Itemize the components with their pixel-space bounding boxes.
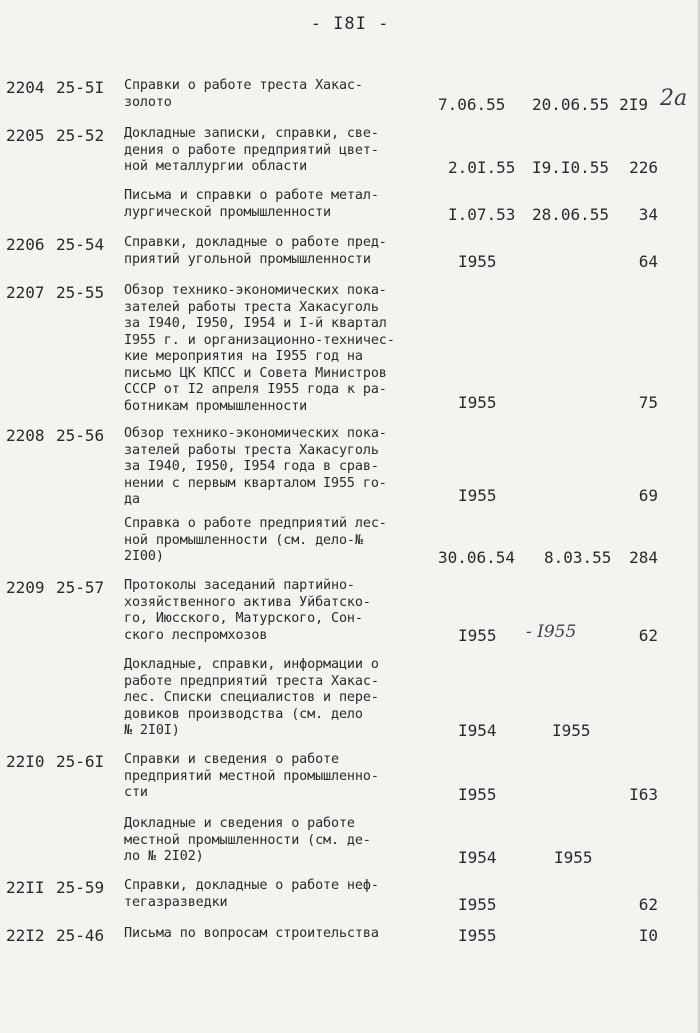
entry-start-date: 30.06.54 (438, 548, 516, 567)
entry-description: Обзор технико-экономических пока- зателей работы треста Хакасуголь за I940, I950, I954 года в срав- нении с первым кварталом I955 го- да (124, 426, 387, 507)
entry-description: Справки о работе треста Хакас- золото (124, 78, 363, 110)
entry-end-date: 20.06.55 (532, 95, 610, 114)
entry-end-date-handwritten: - I955 (526, 622, 577, 642)
page-number: - I8I - (310, 14, 390, 34)
entry-start-date: 7.06.55 (438, 95, 506, 114)
entry-sheet-count: 284 (629, 548, 658, 567)
entry-description: Обзор технико-экономических пока- зателей работы треста Хакасуголь за I940, I950, I954 и I-й квартал I955 г. и организационно-техничес- кие мероприятия на I955 год на письмо ЦК КПСС и Совета Министров СССР от I2 апреля I955 года к ра- ботникам промышленности (124, 283, 395, 414)
entry-code: 25-57 (56, 578, 105, 597)
entry-description: Справка о работе предприятий лес- ной промышленности (см. дело-№ 2I00) (124, 516, 387, 564)
entry-start-date: I.07.53 (448, 205, 516, 224)
entry-description: Письма по вопросам строительства (124, 926, 379, 941)
entry-number: 2209 (6, 578, 45, 597)
entry-code: 25-5I (56, 78, 105, 97)
entry-start-date: I955 (458, 486, 497, 505)
entry-number: 22I2 (6, 926, 45, 945)
entry-description: Справки, докладные о работе неф- тегазразведки (124, 878, 379, 910)
entry-start-date: I954 (458, 848, 497, 867)
entry-sheet-count: 69 (638, 486, 658, 505)
entry-description: Справки, докладные о работе пред- приятий угольной промышленности (124, 235, 387, 267)
entry-sheet-count: I0 (638, 926, 658, 945)
entry-start-date: I955 (458, 926, 497, 945)
entry-end-date: I955 (552, 721, 591, 740)
entry-sheet-count: 64 (638, 252, 658, 271)
entry-description: Письма и справки о работе метал- лургической промышленности (124, 188, 379, 220)
entry-code: 25-59 (56, 878, 105, 897)
entry-start-date: I955 (458, 626, 497, 645)
entry-start-date: I954 (458, 721, 497, 740)
entry-description: Докладные, справки, информации о работе предприятий треста Хакас- лес. Списки специалистов и пере- довиков производства (см. дело № 2I0I) (124, 657, 379, 738)
entry-sheet-count: 75 (638, 393, 658, 412)
entry-end-date: I955 (554, 848, 593, 867)
entry-end-date: 28.06.55 (532, 205, 610, 224)
entry-description: Справки и сведения о работе предприятий местной промышленно- сти (124, 752, 379, 800)
entry-number: 2206 (6, 235, 45, 254)
entry-code: 25-55 (56, 283, 105, 302)
entry-sheet-count: 2I9 (619, 95, 648, 114)
entry-sheet-count: 34 (638, 205, 658, 224)
entry-description: Протоколы заседаний партийно- хозяйственного актива Уйбатско- го, Июсского, Матурского, Сон- ского леспромхозов (124, 578, 371, 643)
entry-start-date: I955 (458, 252, 497, 271)
entry-sheet-count: 62 (638, 895, 658, 914)
entry-code: 25-46 (56, 926, 105, 945)
entry-number: 2208 (6, 426, 45, 445)
handwritten-note: 2a (660, 86, 688, 111)
entry-code: 25-56 (56, 426, 105, 445)
entry-start-date: I955 (458, 393, 497, 412)
entry-number: 2204 (6, 78, 45, 97)
entry-description: Докладные записки, справки, све- дения о работе предприятий цвет- ной металлургии области (124, 126, 379, 174)
entry-sheet-count: 226 (629, 158, 658, 177)
entry-code: 25-52 (56, 126, 105, 145)
entry-description: Докладные и сведения о работе местной промышленности (см. де- ло № 2I02) (124, 816, 371, 864)
entry-start-date: 2.0I.55 (448, 158, 516, 177)
entry-start-date: I955 (458, 895, 497, 914)
entry-sheet-count: I63 (629, 785, 658, 804)
entry-end-date: 8.03.55 (544, 548, 612, 567)
entry-number: 22I0 (6, 752, 45, 771)
entry-number: 2205 (6, 126, 45, 145)
entry-code: 25-6I (56, 752, 105, 771)
entry-number: 22II (6, 878, 45, 897)
entry-start-date: I955 (458, 785, 497, 804)
entry-number: 2207 (6, 283, 45, 302)
entry-code: 25-54 (56, 235, 105, 254)
entry-end-date: I9.I0.55 (532, 158, 610, 177)
entry-sheet-count: 62 (638, 626, 658, 645)
